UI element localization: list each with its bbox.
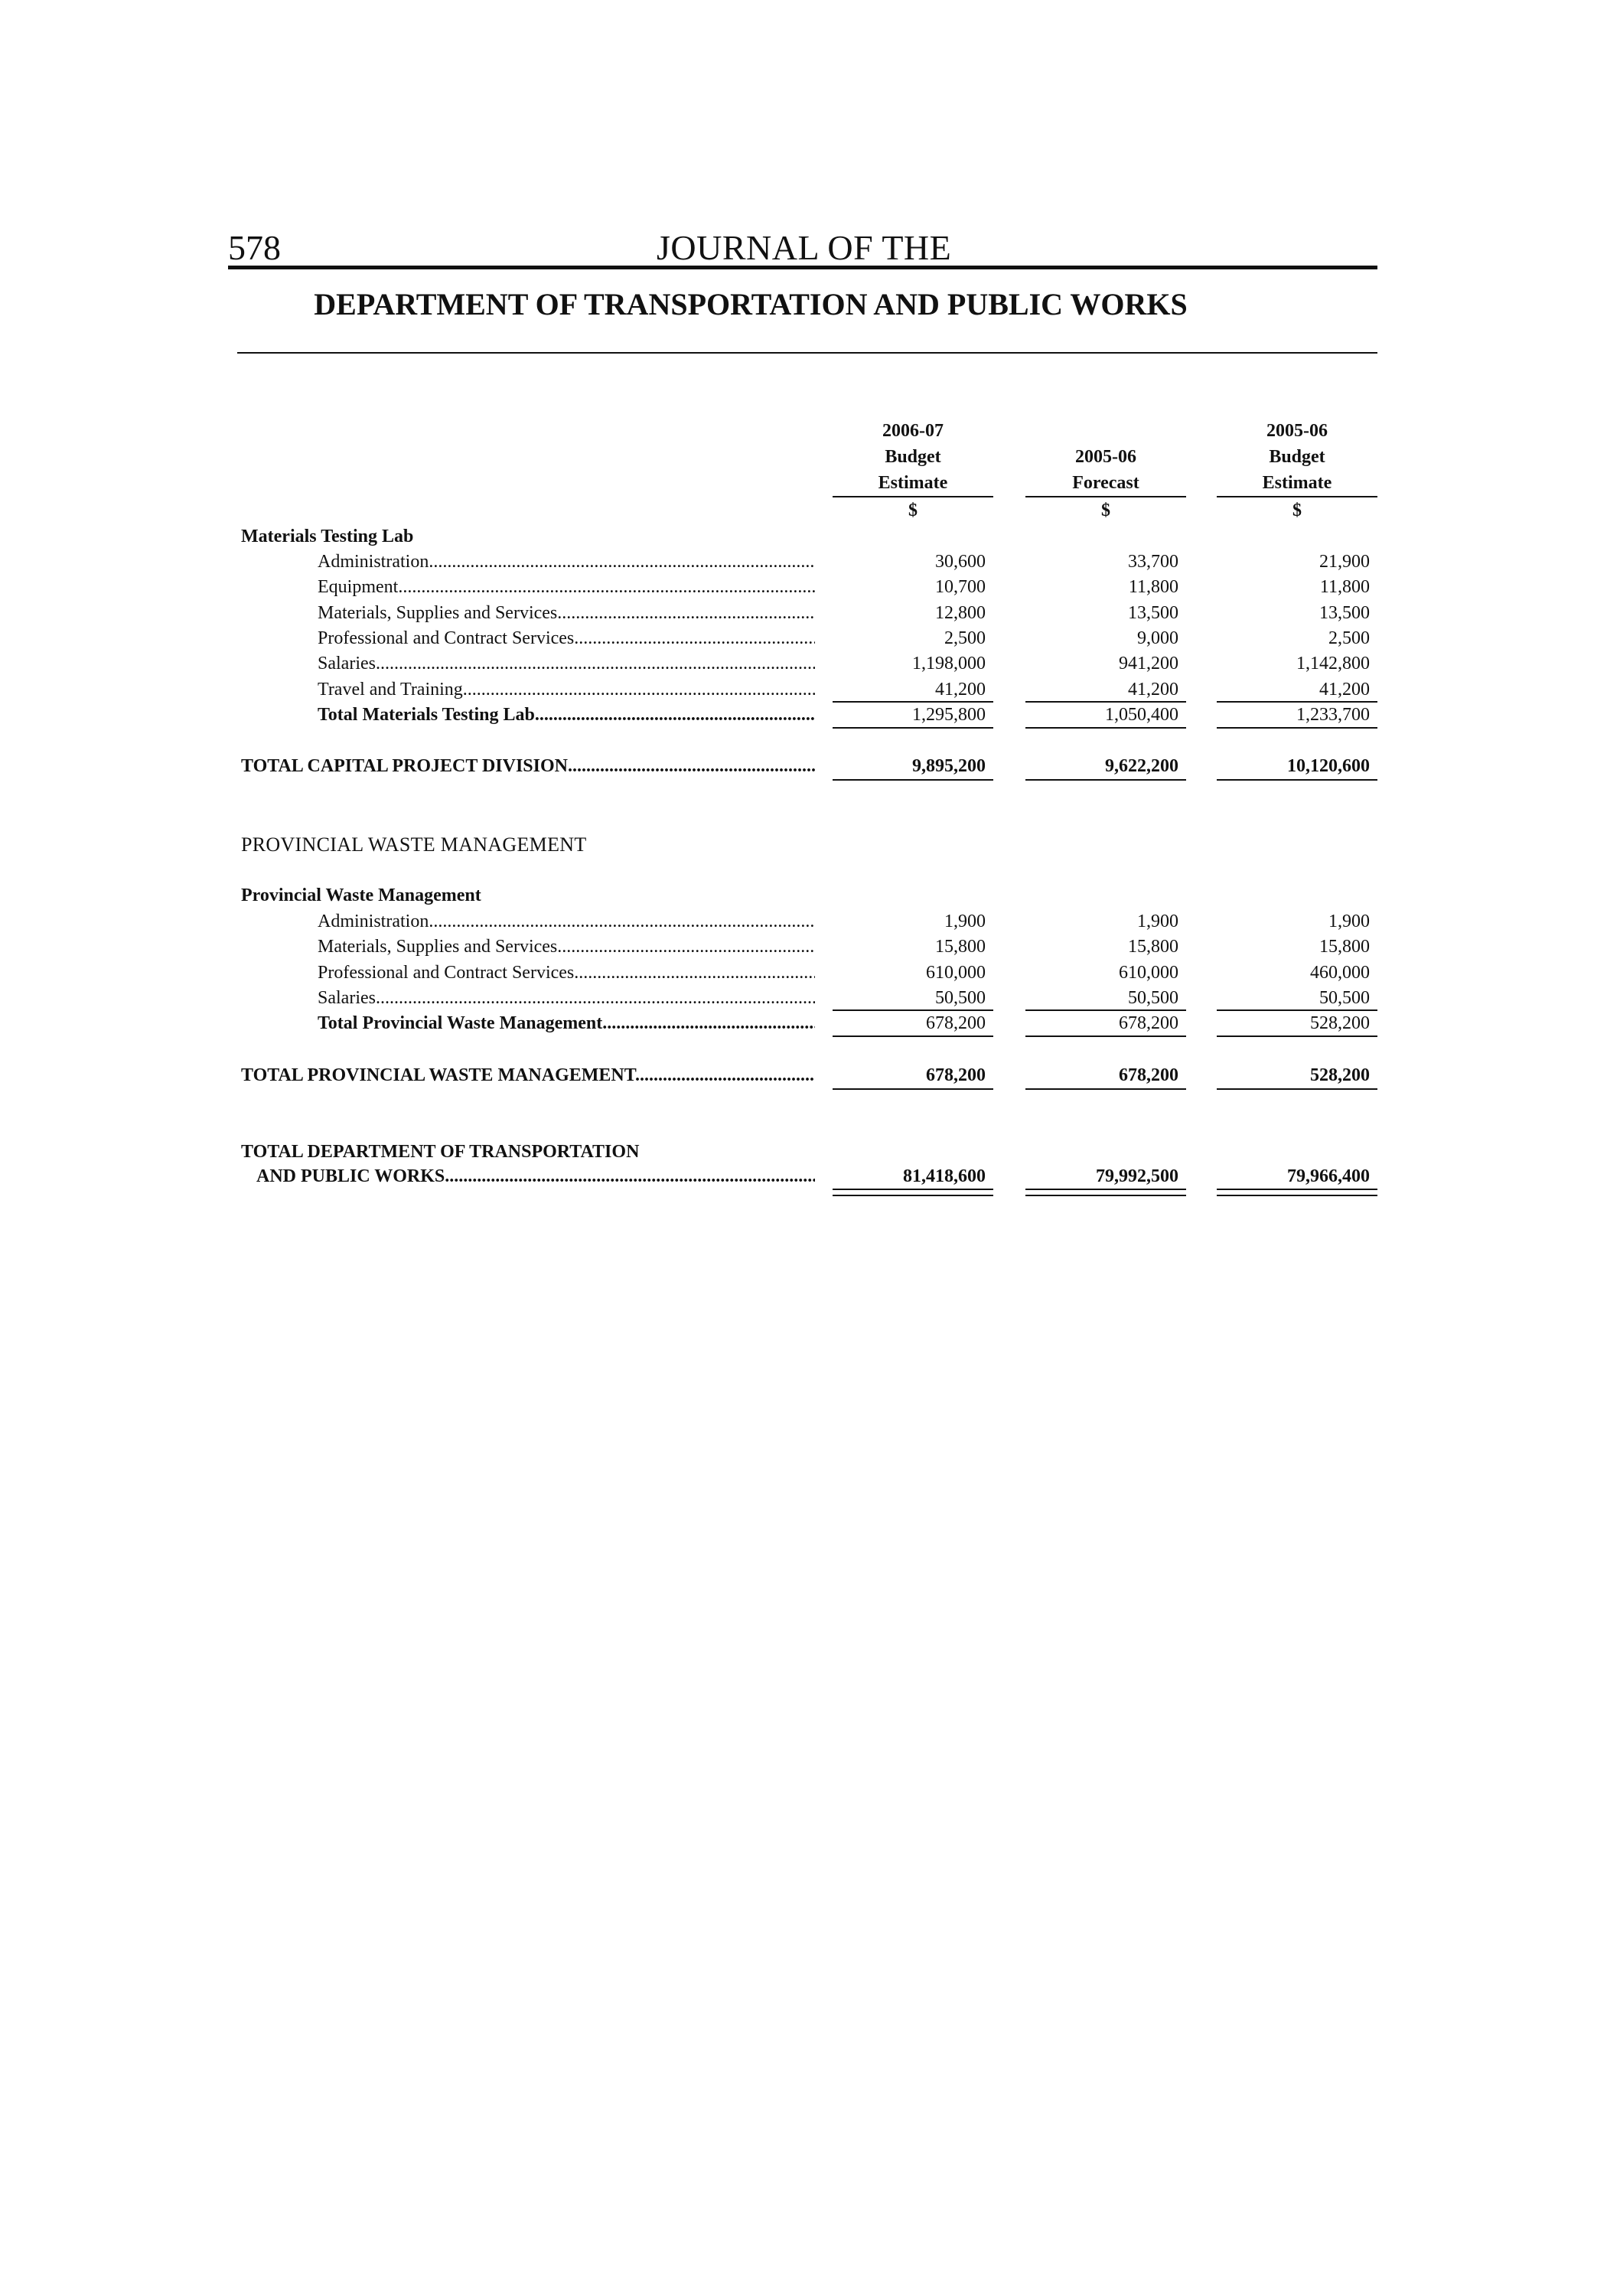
division-total-label: TOTAL CAPITAL PROJECT DIVISION .....: [241, 755, 815, 778]
unit-label: $: [1101, 501, 1110, 520]
dot-leader: [635, 1065, 815, 1085]
division-heading: PROVINCIAL WASTE MANAGEMENT: [241, 833, 587, 856]
table-cell: 15,800: [1319, 937, 1370, 957]
table-row-label: Professional and Contract Services .....: [318, 627, 815, 650]
total-rule: [833, 779, 993, 781]
subtotal-label: Total Materials Testing Lab .....: [318, 703, 815, 726]
table-cell: 33,700: [1128, 552, 1178, 572]
dot-leader: [602, 1013, 815, 1033]
table-row-label: Administration .....: [318, 910, 815, 933]
running-head: JOURNAL OF THE: [657, 228, 952, 267]
table-cell: 1,142,800: [1296, 654, 1370, 673]
table-cell: 11,800: [1319, 577, 1370, 597]
grand-total-double-rule: [1025, 1189, 1186, 1196]
table-row-label: Materials, Supplies and Services .....: [318, 602, 815, 625]
table-cell: 50,500: [1128, 988, 1178, 1008]
table-row-label: Travel and Training .....: [318, 678, 815, 701]
dot-leader: [429, 552, 815, 572]
subtotal-rule: [1217, 701, 1377, 703]
table-row-label: Salaries .....: [318, 987, 815, 1009]
dot-leader: [398, 577, 815, 597]
division-total-cell: 678,200: [926, 1065, 986, 1085]
table-row-label: Salaries .....: [318, 652, 815, 675]
dot-leader: [535, 705, 815, 725]
table-row-label: Administration .....: [318, 550, 815, 573]
table-cell: 30,600: [935, 552, 986, 572]
division-total-cell: 528,200: [1310, 1065, 1370, 1085]
unit-label: $: [908, 501, 918, 520]
division-total-cell: 9,895,200: [912, 756, 986, 776]
subtotal-rule: [833, 1009, 993, 1011]
total-rule: [1025, 1088, 1186, 1090]
column-header-2005-06-forecast: 2005-06 Forecast: [1072, 447, 1139, 493]
subtotal-rule: [833, 701, 993, 703]
subtotal-cell: 528,200: [1310, 1013, 1370, 1033]
department-total-label-line2: AND PUBLIC WORKS .....: [256, 1165, 815, 1188]
subtotal-cell: 1,050,400: [1105, 705, 1178, 725]
total-rule: [1217, 779, 1377, 781]
department-total-label-line1: TOTAL DEPARTMENT OF TRANSPORTATION: [241, 1142, 640, 1162]
dot-leader: [445, 1166, 815, 1186]
column-header-2006-07-budget: 2006-07 Budget Estimate: [878, 421, 948, 493]
table-cell: 15,800: [935, 937, 986, 957]
table-cell: 13,500: [1319, 603, 1370, 623]
table-cell: 50,500: [935, 988, 986, 1008]
subtotal-rule: [1217, 1035, 1377, 1037]
subtotal-cell: 678,200: [926, 1013, 986, 1033]
total-rule: [833, 1088, 993, 1090]
table-cell: 9,000: [1137, 628, 1178, 648]
subtotal-rule: [1217, 727, 1377, 729]
dot-leader: [574, 963, 815, 983]
table-cell: 460,000: [1310, 963, 1370, 983]
subtotal-cell: 1,295,800: [912, 705, 986, 725]
section-title: DEPARTMENT OF TRANSPORTATION AND PUBLIC WORKS: [314, 287, 1188, 321]
table-cell: 941,200: [1119, 654, 1178, 673]
table-cell: 21,900: [1319, 552, 1370, 572]
table-cell: 50,500: [1319, 988, 1370, 1008]
subtotal-rule: [833, 727, 993, 729]
dot-leader: [574, 628, 815, 648]
group-heading: Materials Testing Lab: [241, 527, 414, 546]
subtotal-rule: [1217, 1009, 1377, 1011]
department-total-cell: 79,992,500: [1096, 1166, 1178, 1186]
subtotal-rule: [1025, 701, 1186, 703]
table-cell: 41,200: [935, 680, 986, 700]
dot-leader: [376, 654, 815, 673]
division-total-label: TOTAL PROVINCIAL WASTE MANAGEMENT .....: [241, 1064, 815, 1087]
division-total-cell: 9,622,200: [1105, 756, 1178, 776]
table-cell: 41,200: [1128, 680, 1178, 700]
subtotal-cell: 1,233,700: [1296, 705, 1370, 725]
column-header-2005-06-budget: 2005-06 Budget Estimate: [1262, 421, 1332, 493]
table-cell: 15,800: [1128, 937, 1178, 957]
subtotal-rule: [1025, 727, 1186, 729]
page-number: 578: [228, 228, 281, 267]
table-cell: 2,500: [1328, 628, 1370, 648]
table-cell: 1,900: [1137, 912, 1178, 931]
header-rule: [228, 266, 1377, 269]
subtotal-cell: 678,200: [1119, 1013, 1178, 1033]
group-heading: Provincial Waste Management: [241, 885, 481, 905]
table-cell: 11,800: [1128, 577, 1178, 597]
table-row-label: Materials, Supplies and Services .....: [318, 935, 815, 958]
total-rule: [1025, 779, 1186, 781]
department-total-cell: 79,966,400: [1287, 1166, 1370, 1186]
table-row-label: Equipment .....: [318, 576, 815, 598]
table-cell: 1,900: [944, 912, 986, 931]
table-cell: 13,500: [1128, 603, 1178, 623]
grand-total-double-rule: [833, 1189, 993, 1196]
table-cell: 12,800: [935, 603, 986, 623]
table-cell: 1,198,000: [912, 654, 986, 673]
grand-total-double-rule: [1217, 1189, 1377, 1196]
dot-leader: [557, 603, 815, 623]
dot-leader: [429, 912, 815, 931]
table-cell: 610,000: [926, 963, 986, 983]
department-total-cell: 81,418,600: [903, 1166, 986, 1186]
dot-leader: [568, 756, 815, 776]
subtotal-rule: [833, 1035, 993, 1037]
division-total-cell: 678,200: [1119, 1065, 1178, 1085]
dot-leader: [463, 680, 815, 700]
subtotal-rule: [1025, 1035, 1186, 1037]
unit-label: $: [1292, 501, 1302, 520]
dot-leader: [376, 988, 815, 1008]
table-cell: 10,700: [935, 577, 986, 597]
column-header-rule: [1217, 496, 1377, 497]
table-cell: 610,000: [1119, 963, 1178, 983]
table-cell: 41,200: [1319, 680, 1370, 700]
subtotal-rule: [1025, 1009, 1186, 1011]
subtotal-label: Total Provincial Waste Management .....: [318, 1012, 815, 1035]
table-cell: 1,900: [1328, 912, 1370, 931]
column-header-rule: [833, 496, 993, 497]
total-rule: [1217, 1088, 1377, 1090]
division-total-cell: 10,120,600: [1287, 756, 1370, 776]
table-row-label: Professional and Contract Services .....: [318, 961, 815, 984]
column-header-rule: [1025, 496, 1186, 497]
table-cell: 2,500: [944, 628, 986, 648]
title-rule: [237, 352, 1377, 354]
dot-leader: [557, 937, 815, 957]
